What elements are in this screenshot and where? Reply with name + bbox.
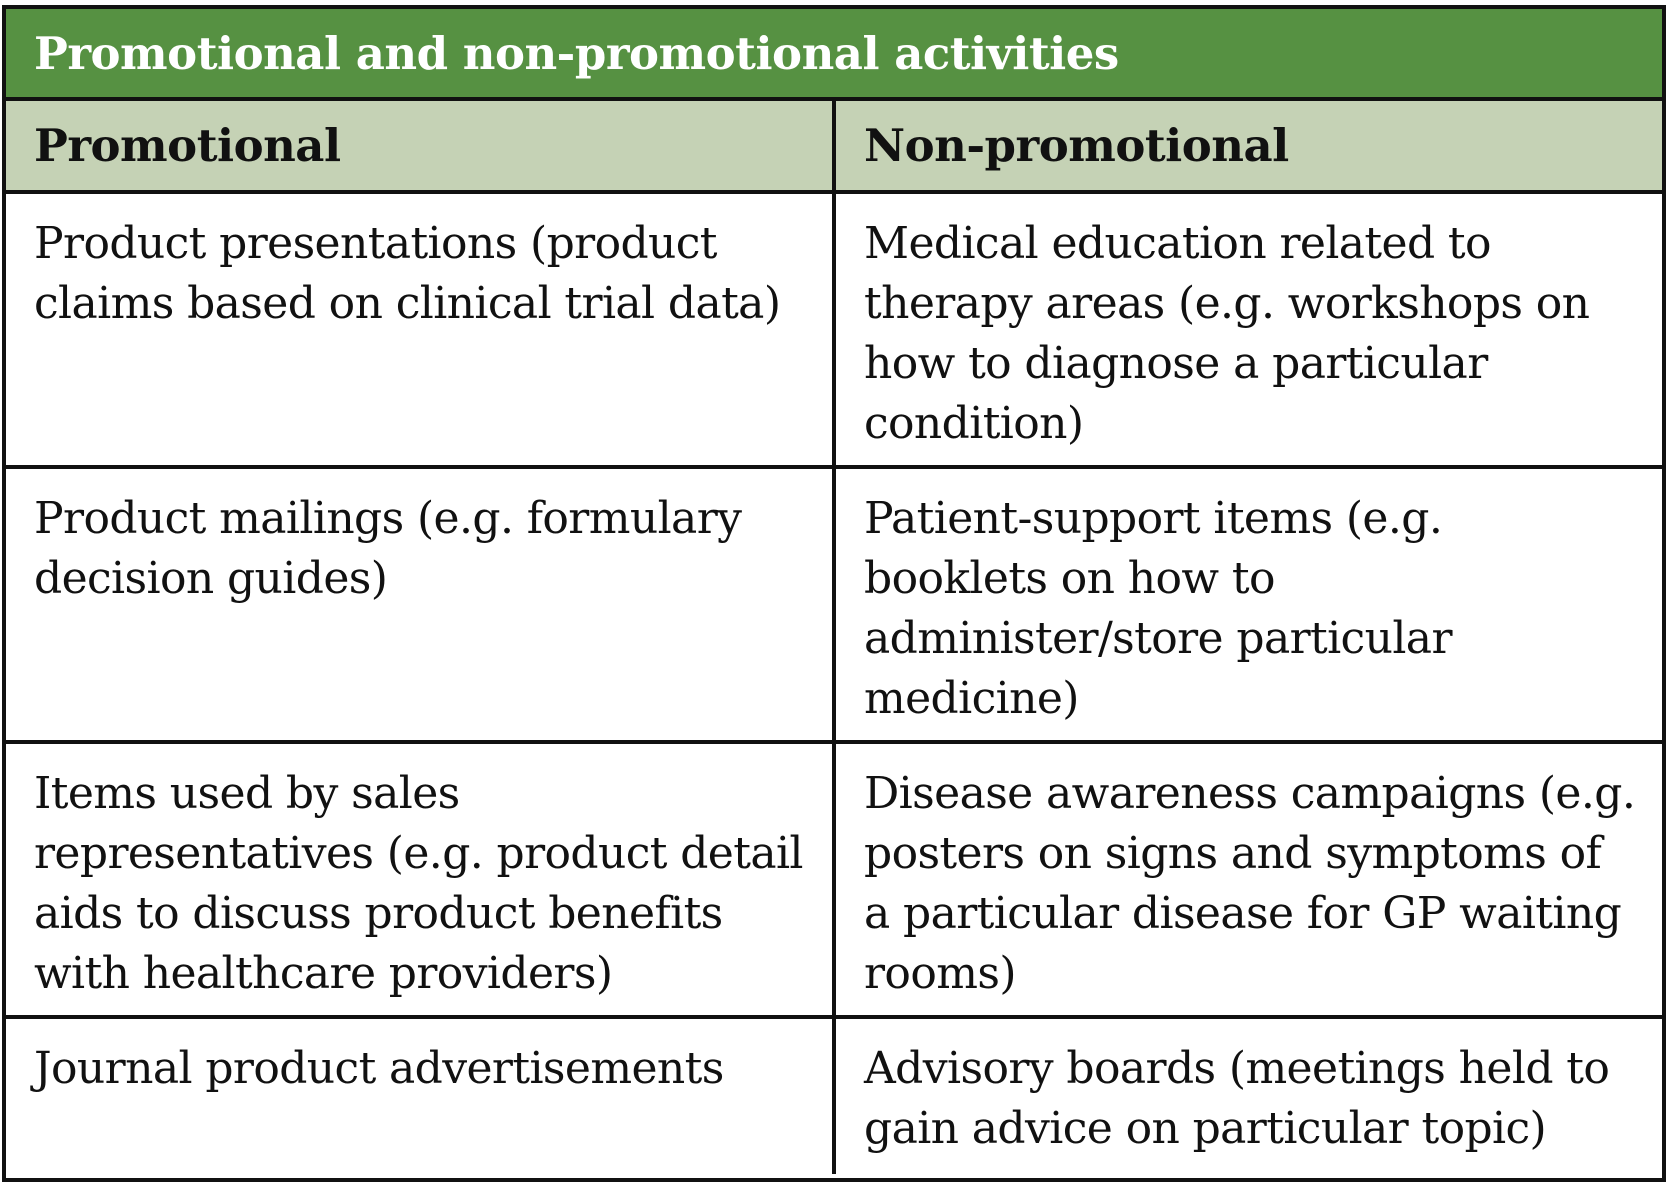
table-cell-promotional: Product presentations (product claims based on clinical trial data): [6, 194, 836, 469]
table-cell-non-promotional: Medical education related to therapy areas (e.g. workshops on how to diagnose a particular condition): [836, 194, 1662, 469]
table-grid: [6, 101, 1662, 1174]
table-cell-non-promotional: Patient-support items (e.g. booklets on how to administer/store particular medicine): [836, 469, 1662, 744]
table-title: Promotional and non-promotional activities: [34, 26, 1119, 80]
table-title-bar: [6, 9, 1662, 101]
activities-table: [2, 5, 1666, 1182]
column-header-non-promotional: Non-promotional: [836, 101, 1662, 194]
table-cell-promotional: Product mailings (e.g. formulary decision guides): [6, 469, 836, 744]
table-cell-non-promotional: Disease awareness campaigns (e.g. posters on signs and symptoms of a particular disease for GP waiting rooms): [836, 744, 1662, 1019]
table-cell-promotional: Items used by sales representatives (e.g. product detail aids to discuss product benefits with healthcare providers): [6, 744, 836, 1019]
table-cell-promotional: Journal product advertisements: [6, 1019, 836, 1174]
column-header-promotional: Promotional: [6, 101, 836, 194]
table-cell-non-promotional: Advisory boards (meetings held to gain advice on particular topic): [864, 1043, 1610, 1154]
